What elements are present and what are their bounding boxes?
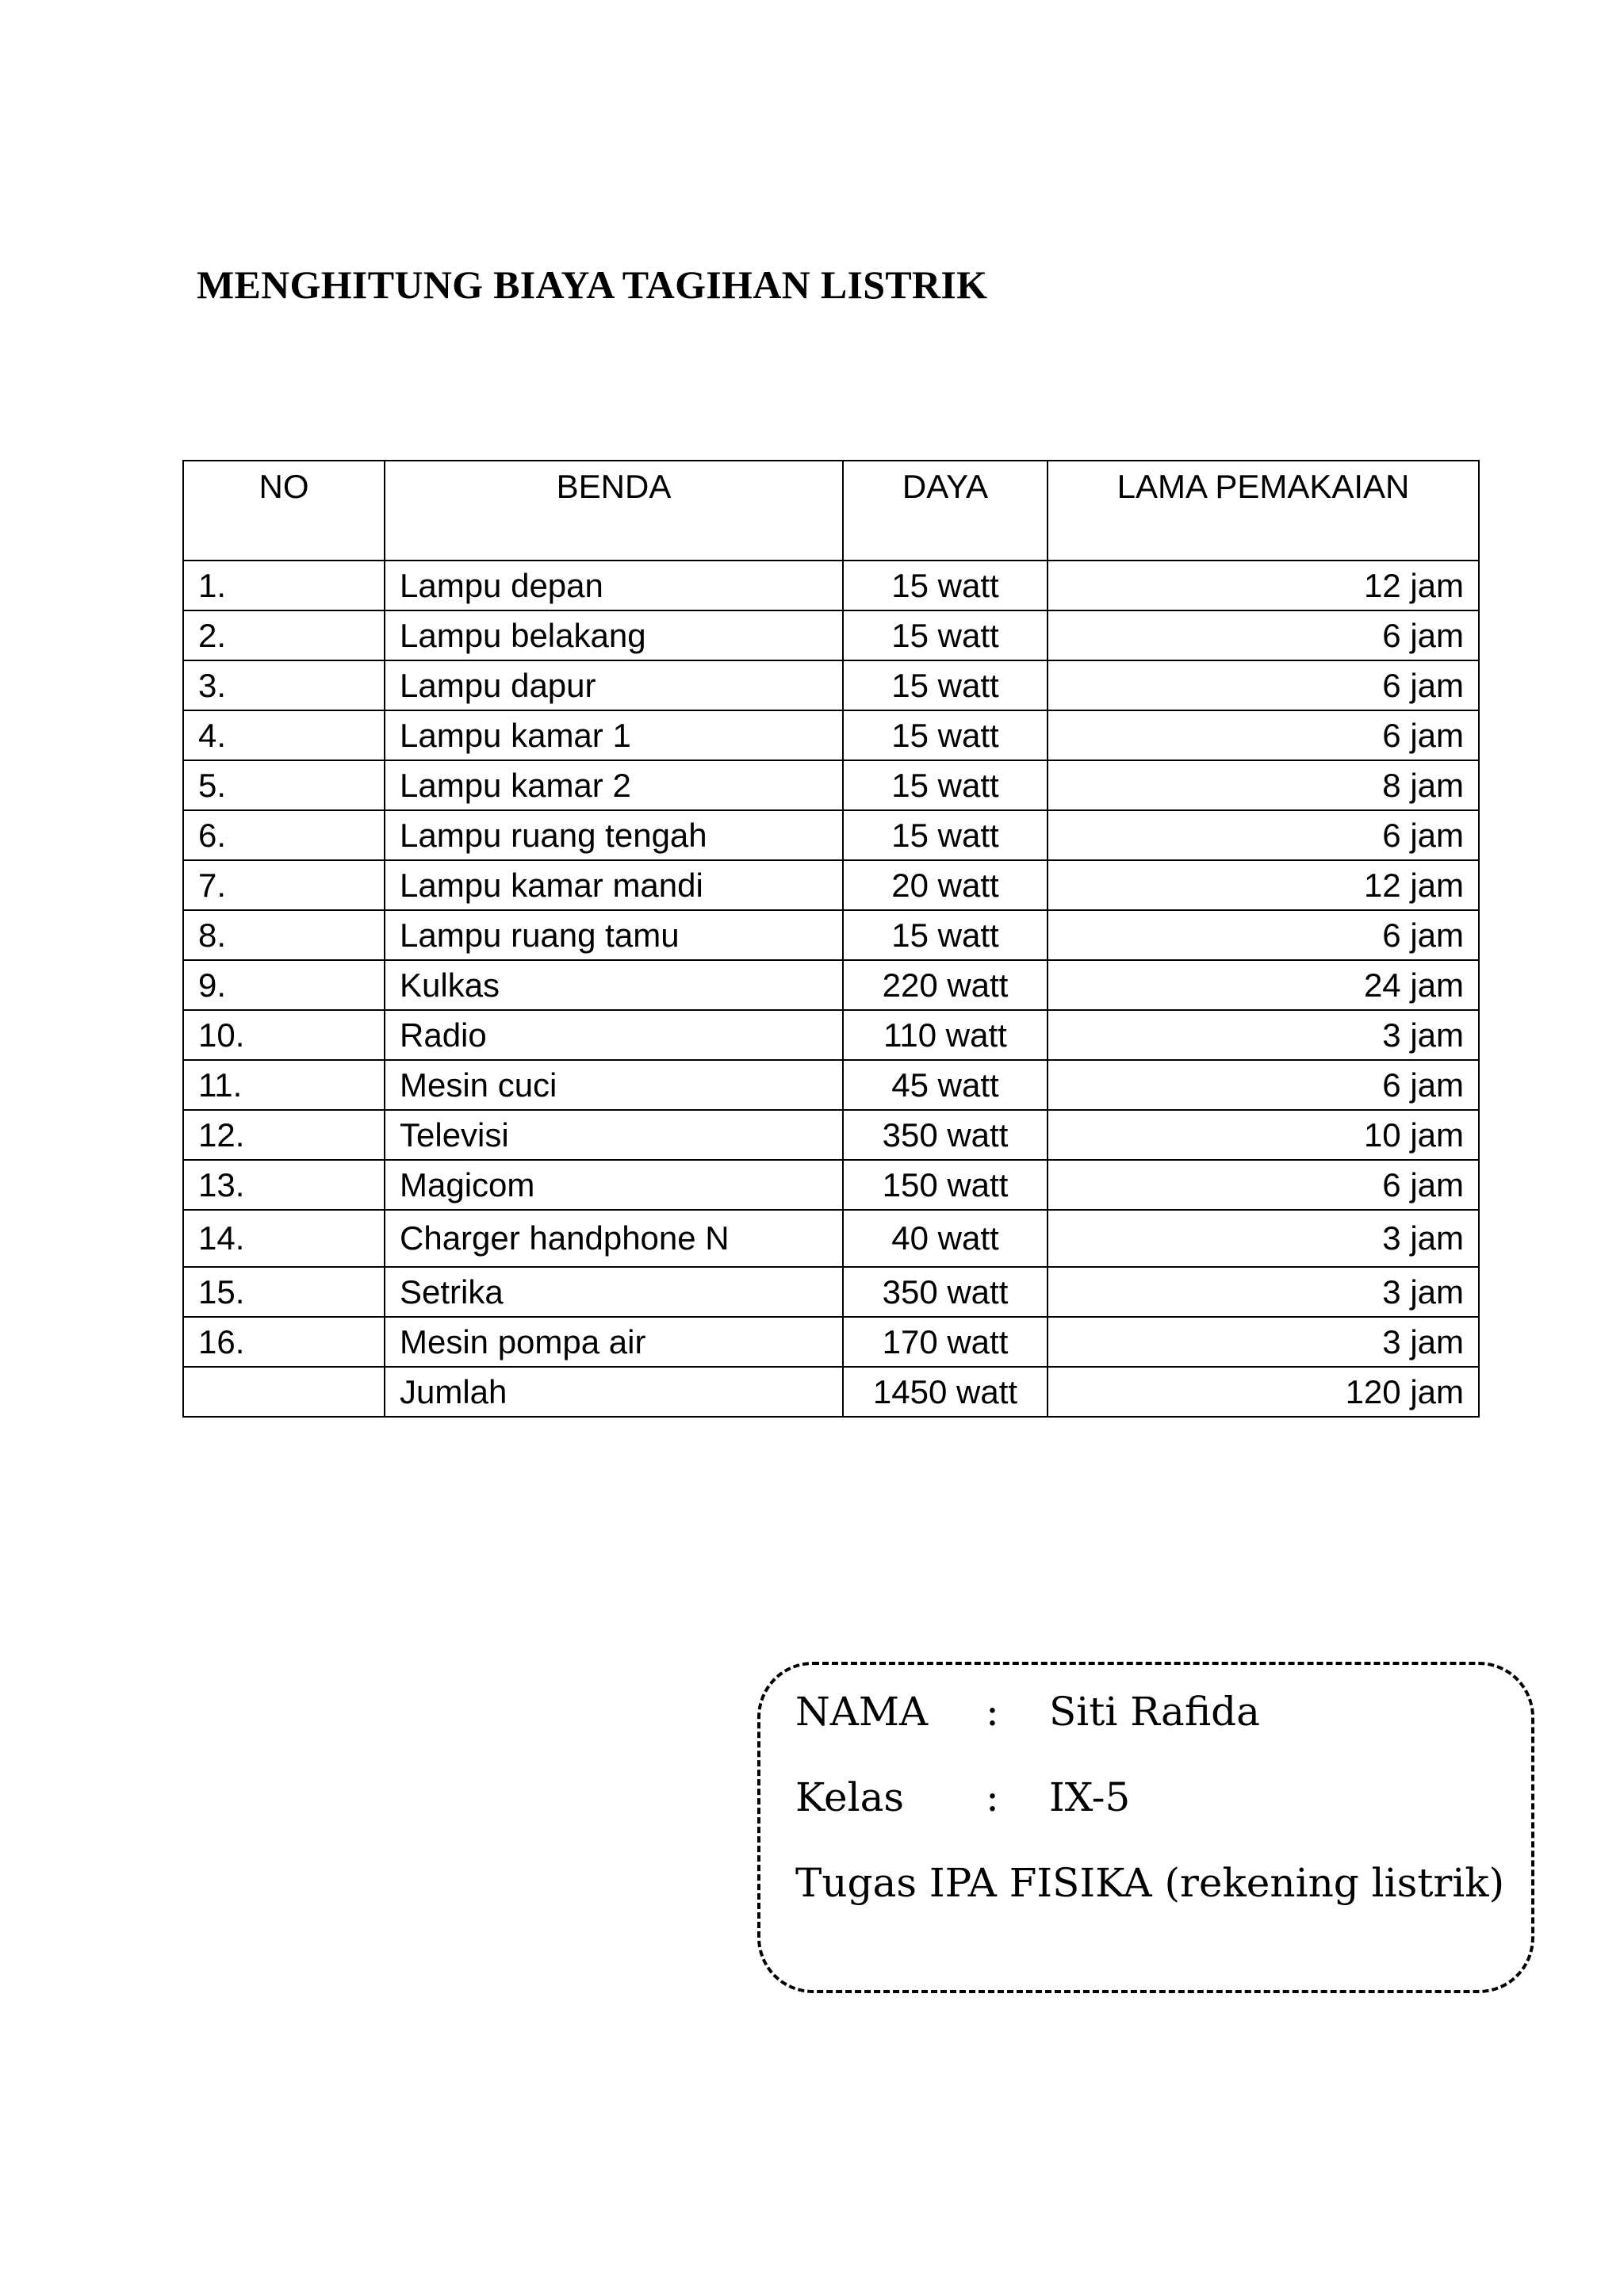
cell-lama: 24 jam bbox=[1048, 960, 1479, 1010]
cell-lama: 6 jam bbox=[1048, 660, 1479, 710]
cell-daya: 15 watt bbox=[843, 910, 1048, 960]
cell-daya: 170 watt bbox=[843, 1317, 1048, 1367]
cell-no: 11. bbox=[183, 1060, 385, 1110]
nama-line bbox=[795, 1689, 1260, 1735]
cell-benda: Charger handphone N bbox=[385, 1210, 843, 1267]
cell-no: 4. bbox=[183, 710, 385, 760]
table-row bbox=[183, 610, 1479, 660]
cell-daya: 150 watt bbox=[843, 1160, 1048, 1210]
cell-daya: 15 watt bbox=[843, 660, 1048, 710]
cell-benda: Lampu kamar 2 bbox=[385, 760, 843, 810]
cell-daya: 220 watt bbox=[843, 960, 1048, 1010]
cell-no: 6. bbox=[183, 810, 385, 860]
total-daya: 1450 watt bbox=[843, 1367, 1048, 1417]
kelas-value: IX-5 bbox=[1049, 1774, 1131, 1820]
cell-no: 14. bbox=[183, 1210, 385, 1267]
table-row bbox=[183, 1317, 1479, 1367]
cell-lama: 6 jam bbox=[1048, 1060, 1479, 1110]
total-lama: 120 jam bbox=[1048, 1367, 1479, 1417]
column-header-lama-pemakaian: LAMA PEMAKAIAN bbox=[1048, 461, 1479, 561]
cell-benda: Lampu depan bbox=[385, 561, 843, 610]
table-row bbox=[183, 710, 1479, 760]
cell-lama: 12 jam bbox=[1048, 860, 1479, 910]
cell-no: 9. bbox=[183, 960, 385, 1010]
kelas-line bbox=[795, 1774, 1130, 1820]
nama-separator: : bbox=[986, 1689, 999, 1735]
cell-no: 8. bbox=[183, 910, 385, 960]
cell-daya: 15 watt bbox=[843, 610, 1048, 660]
cell-no: 15. bbox=[183, 1267, 385, 1317]
table-row bbox=[183, 810, 1479, 860]
table-row bbox=[183, 1267, 1479, 1317]
cell-lama: 3 jam bbox=[1048, 1210, 1479, 1267]
table-row bbox=[183, 1010, 1479, 1060]
cell-lama: 6 jam bbox=[1048, 910, 1479, 960]
column-header-benda: BENDA bbox=[385, 461, 843, 561]
cell-no: 3. bbox=[183, 660, 385, 710]
table-total-row bbox=[183, 1367, 1479, 1417]
cell-benda: Radio bbox=[385, 1010, 843, 1060]
cell-lama: 8 jam bbox=[1048, 760, 1479, 810]
cell-lama: 12 jam bbox=[1048, 561, 1479, 610]
cell-no: 10. bbox=[183, 1010, 385, 1060]
page-title: MENGHITUNG BIAYA TAGIHAN LISTRIK bbox=[197, 262, 988, 307]
nama-value: Siti Rafida bbox=[1049, 1689, 1260, 1735]
cell-daya: 15 watt bbox=[843, 710, 1048, 760]
cell-benda: Lampu dapur bbox=[385, 660, 843, 710]
table-row bbox=[183, 910, 1479, 960]
table-row bbox=[183, 760, 1479, 810]
table-row bbox=[183, 860, 1479, 910]
cell-lama: 6 jam bbox=[1048, 810, 1479, 860]
cell-benda: Setrika bbox=[385, 1267, 843, 1317]
total-label: Jumlah bbox=[385, 1367, 843, 1417]
cell-no: 12. bbox=[183, 1110, 385, 1160]
cell-benda: Mesin pompa air bbox=[385, 1317, 843, 1367]
nama-label: NAMA bbox=[795, 1689, 929, 1735]
cell-daya: 15 watt bbox=[843, 810, 1048, 860]
cell-benda: Televisi bbox=[385, 1110, 843, 1160]
cell-lama: 6 jam bbox=[1048, 610, 1479, 660]
cell-daya: 350 watt bbox=[843, 1267, 1048, 1317]
table-row bbox=[183, 660, 1479, 710]
table-row bbox=[183, 1110, 1479, 1160]
cell-daya: 20 watt bbox=[843, 860, 1048, 910]
cell-benda: Mesin cuci bbox=[385, 1060, 843, 1110]
table-row bbox=[183, 960, 1479, 1010]
electricity-usage-table bbox=[182, 460, 1480, 1418]
cell-no: 5. bbox=[183, 760, 385, 810]
cell-benda: Magicom bbox=[385, 1160, 843, 1210]
cell-lama: 3 jam bbox=[1048, 1010, 1479, 1060]
cell-daya: 15 watt bbox=[843, 561, 1048, 610]
tugas-line: Tugas IPA FISIKA (rekening listrik) bbox=[795, 1860, 1505, 1906]
cell-lama: 6 jam bbox=[1048, 710, 1479, 760]
cell-lama: 3 jam bbox=[1048, 1317, 1479, 1367]
kelas-separator: : bbox=[986, 1774, 999, 1820]
cell-benda: Lampu kamar mandi bbox=[385, 860, 843, 910]
student-info-box bbox=[757, 1662, 1534, 1993]
cell-no: 1. bbox=[183, 561, 385, 610]
cell-no: 13. bbox=[183, 1160, 385, 1210]
cell-lama: 3 jam bbox=[1048, 1267, 1479, 1317]
cell-benda: Lampu belakang bbox=[385, 610, 843, 660]
table-header-row bbox=[183, 461, 1479, 561]
cell-benda: Lampu ruang tamu bbox=[385, 910, 843, 960]
cell-lama: 6 jam bbox=[1048, 1160, 1479, 1210]
column-header-daya: DAYA bbox=[843, 461, 1048, 561]
cell-no: 2. bbox=[183, 610, 385, 660]
cell-no-empty bbox=[183, 1367, 385, 1417]
cell-lama: 10 jam bbox=[1048, 1110, 1479, 1160]
cell-benda: Kulkas bbox=[385, 960, 843, 1010]
cell-daya: 40 watt bbox=[843, 1210, 1048, 1267]
cell-benda: Lampu ruang tengah bbox=[385, 810, 843, 860]
table-row bbox=[183, 1160, 1479, 1210]
table-row bbox=[183, 1060, 1479, 1110]
cell-daya: 15 watt bbox=[843, 760, 1048, 810]
cell-daya: 350 watt bbox=[843, 1110, 1048, 1160]
cell-no: 16. bbox=[183, 1317, 385, 1367]
cell-daya: 110 watt bbox=[843, 1010, 1048, 1060]
column-header-no: NO bbox=[183, 461, 385, 561]
kelas-label: Kelas bbox=[795, 1774, 905, 1820]
table-row bbox=[183, 1210, 1479, 1267]
cell-daya: 45 watt bbox=[843, 1060, 1048, 1110]
cell-no: 7. bbox=[183, 860, 385, 910]
cell-benda: Lampu kamar 1 bbox=[385, 710, 843, 760]
table-row bbox=[183, 561, 1479, 610]
